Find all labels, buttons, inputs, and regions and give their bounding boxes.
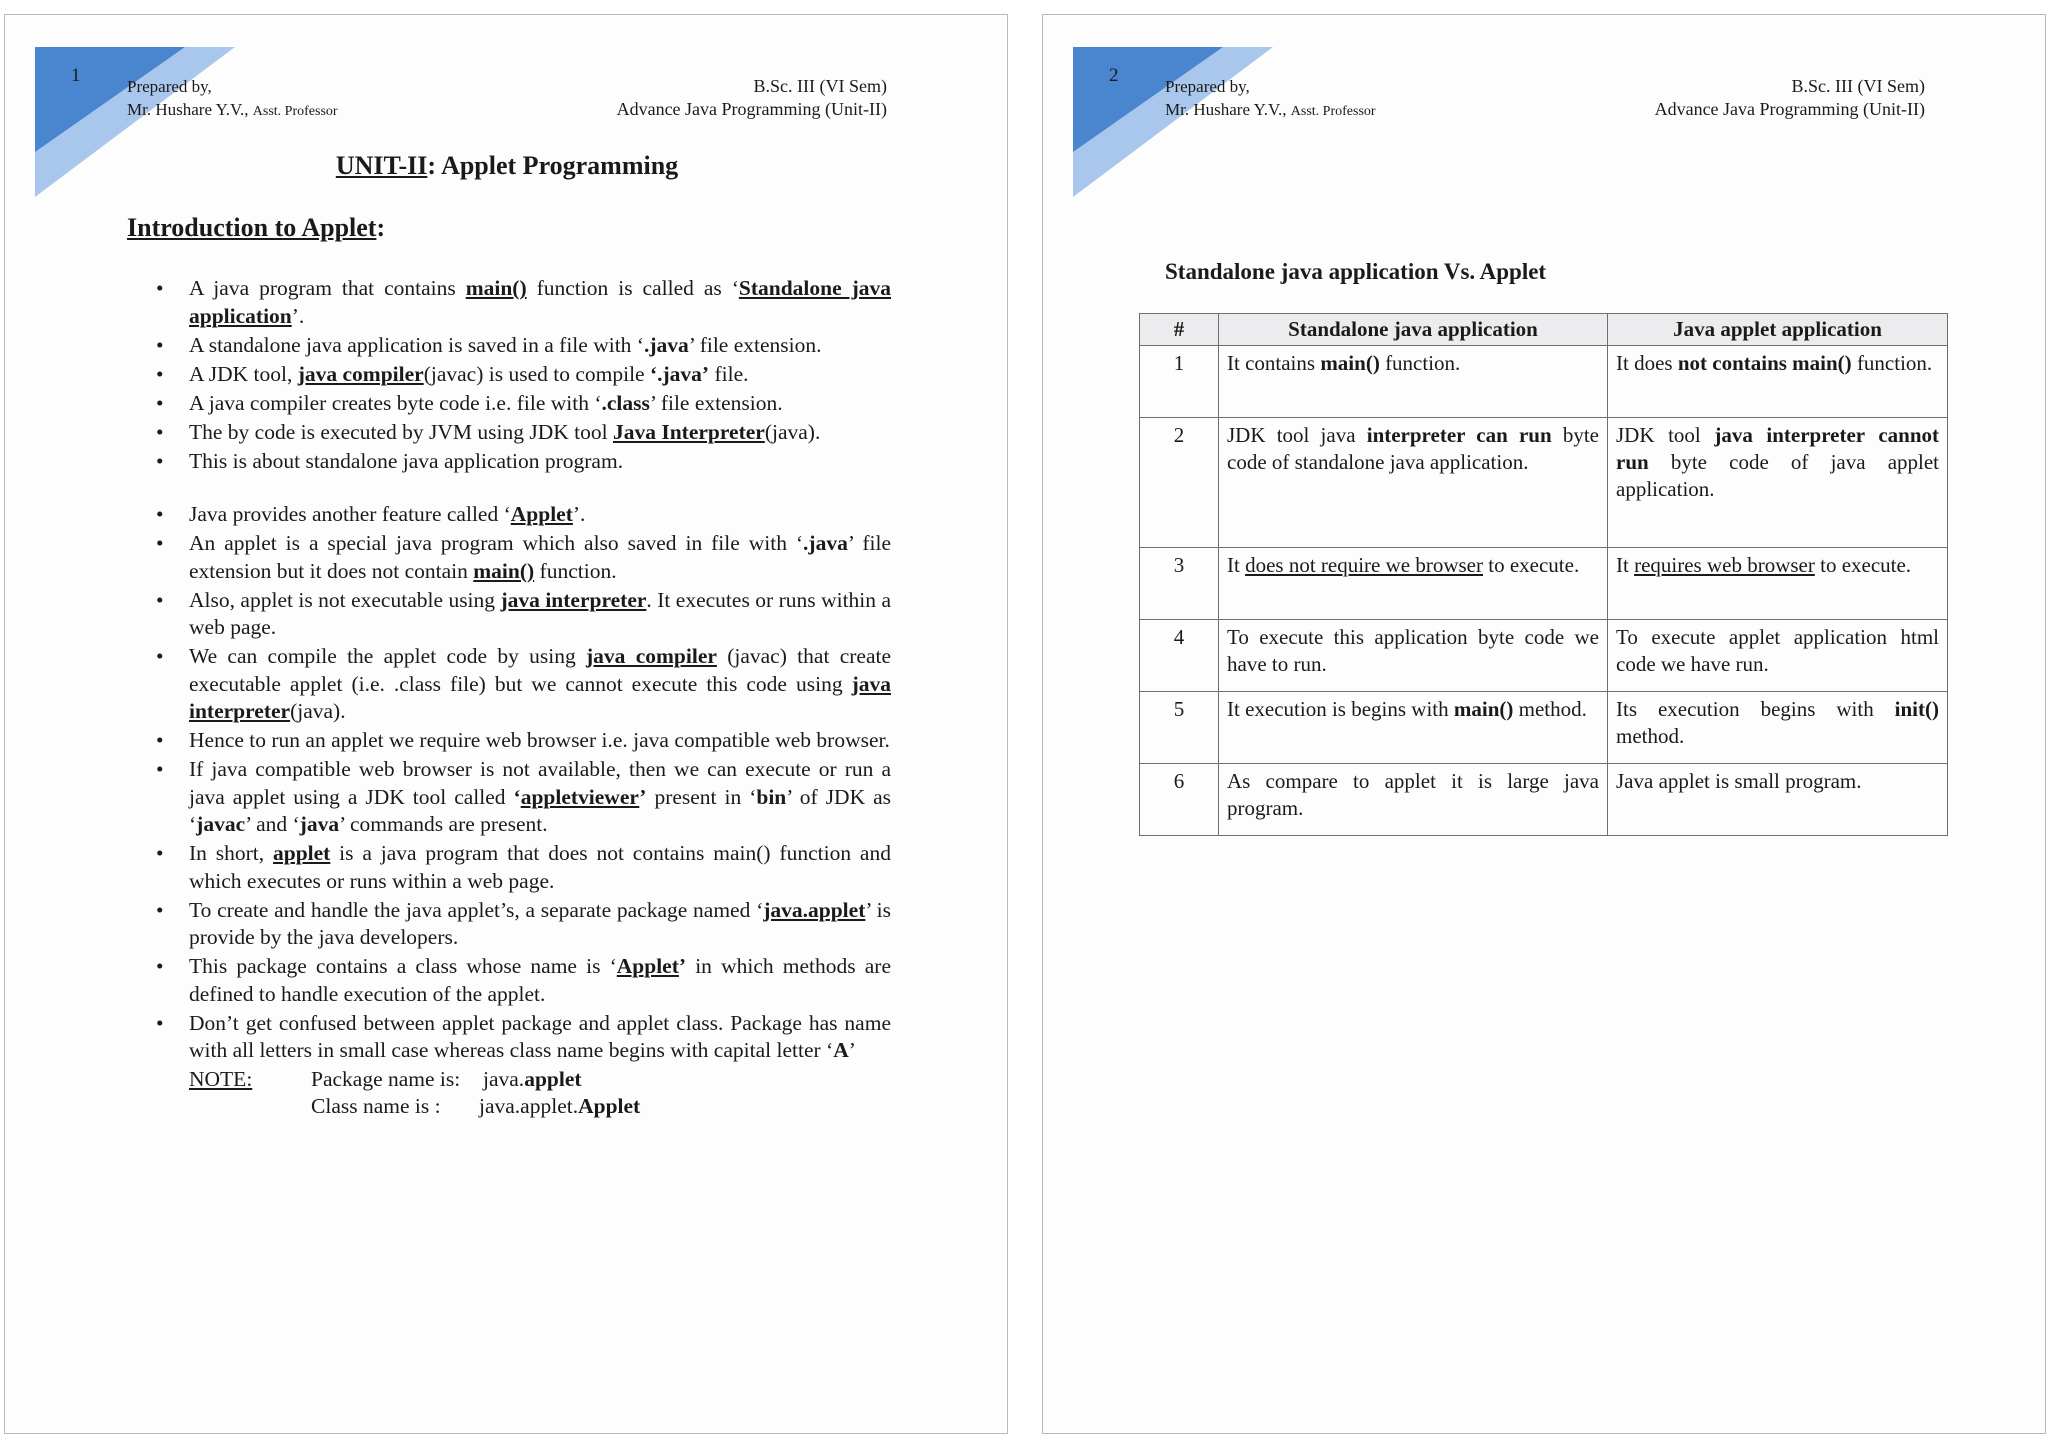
course-label: B.Sc. III (VI Sem) <box>1791 76 1925 96</box>
text-run: main() <box>465 276 527 300</box>
text-run: In short, <box>189 841 273 865</box>
text-run: A java program that contains <box>189 276 466 300</box>
header-right <box>617 75 887 121</box>
text-run: This is about standalone java application program. <box>189 448 624 473</box>
note-package-label: Package name is: <box>311 1067 461 1091</box>
text-run: method. <box>1513 697 1587 721</box>
document-page-1 <box>4 14 1008 1434</box>
note-package-value: java.applet <box>483 1067 582 1091</box>
list-item <box>127 275 891 330</box>
text-run: ’. <box>572 502 586 526</box>
text-run: init() <box>1894 697 1939 721</box>
comparison-title: Standalone java application Vs. Applet <box>1165 259 1547 284</box>
table-row <box>1140 548 1948 620</box>
table-row <box>1140 692 1948 764</box>
text-run: java interpreter <box>189 671 891 723</box>
text-run: ’ <box>848 1038 856 1062</box>
standalone-cell <box>1219 692 1608 764</box>
list-item <box>127 501 891 529</box>
text-run: ’ is provide by the java developers. <box>189 897 891 949</box>
note-label: NOTE: <box>189 1067 253 1091</box>
text-run: An applet is a special java program which also saved in file with ‘ <box>189 531 804 555</box>
text-run: .java <box>643 332 689 357</box>
text-run: A <box>833 1038 849 1062</box>
text-run: not contains main() <box>1677 351 1852 375</box>
text-run: appletviewer <box>520 784 640 809</box>
list-item <box>127 332 891 360</box>
text-run: ‘.java’ <box>649 361 710 386</box>
list-item <box>127 1010 891 1065</box>
text-run: in which methods are defined to handle execution of the applet. <box>189 954 891 1006</box>
applet-cell <box>1608 418 1948 548</box>
text-run: Applet <box>616 954 679 978</box>
list-item <box>127 727 891 755</box>
text-run: ’. <box>291 303 305 328</box>
text-run: ’ of JDK as ‘ <box>189 784 892 836</box>
text-run: main() <box>1320 351 1380 375</box>
list-item <box>127 361 891 389</box>
column-header-applet: Java applet application <box>1608 314 1948 346</box>
text-run: function. <box>1379 351 1461 375</box>
list-item <box>127 756 891 839</box>
table-body <box>1140 346 1948 836</box>
unit-number: UNIT-II <box>335 151 428 180</box>
text-run: interpreter can run <box>1366 423 1552 447</box>
text-run: javac <box>196 812 246 836</box>
text-run: It <box>1227 553 1246 577</box>
text-run: It execution is begins with <box>1227 697 1454 721</box>
note-class-value: java.applet.Applet <box>479 1094 641 1118</box>
comparison-table <box>1139 313 1948 836</box>
subject-label: Advance Java Programming (Unit-II) <box>1654 99 1925 119</box>
text-run: byte code of standalone java application. <box>1227 423 1600 474</box>
text-run: file. <box>709 361 749 386</box>
text-run: byte code of java applet application. <box>1616 450 1939 501</box>
text-run: ’ file extension but it does not contain <box>189 531 891 583</box>
text-run: The by code is executed by JVM using JDK tool <box>189 419 613 444</box>
author-title: Asst. Professor <box>252 104 338 119</box>
row-number: 6 <box>1140 764 1219 836</box>
row-number: 3 <box>1140 548 1219 620</box>
section-title-text: Introduction to Applet <box>127 213 377 242</box>
author-title: Asst. Professor <box>1290 104 1376 119</box>
text-run: To execute this application byte code we have to run. <box>1227 625 1599 676</box>
text-run: JDK tool java <box>1227 423 1367 447</box>
text-run: Standalone java application <box>189 276 892 328</box>
text-run: As compare to applet it is large java program. <box>1227 769 1599 820</box>
text-run: function. <box>1851 351 1933 375</box>
standalone-cell <box>1219 346 1608 418</box>
list-item <box>127 587 891 642</box>
section-title: Introduction to Applet: <box>127 213 386 242</box>
text-run: ’ <box>639 784 647 809</box>
applet-cell <box>1608 548 1948 620</box>
text-run: It contains <box>1227 351 1321 375</box>
text-run: .java <box>803 531 848 555</box>
text-run: We can compile the applet code by using <box>189 644 587 668</box>
text-run: main() <box>473 558 535 583</box>
note-class-label: Class name is : <box>311 1094 441 1118</box>
text-run: It <box>1616 553 1635 577</box>
list-item <box>127 448 891 476</box>
text-run: ’ and ‘ <box>245 812 300 836</box>
author-name: Mr. Hushare Y.V., <box>127 100 253 119</box>
text-run: method. <box>1616 724 1685 748</box>
text-run: Also, applet is not executable using <box>189 587 501 612</box>
standalone-cell <box>1219 548 1608 620</box>
author-line <box>127 98 338 123</box>
text-run: java <box>299 812 340 836</box>
unit-title <box>5 151 1009 181</box>
text-run: To execute applet application html code we have run. <box>1616 625 1939 676</box>
text-run: It does <box>1616 351 1678 375</box>
applet-cell <box>1608 620 1948 692</box>
text-run: Applet <box>510 502 573 526</box>
text-run: A standalone java application is saved in a file with ‘ <box>189 332 644 357</box>
text-run: java.applet <box>763 897 866 922</box>
text-run: Java applet is small program. <box>1616 769 1862 793</box>
list-item <box>127 390 891 418</box>
list-item <box>127 897 891 952</box>
text-run: is a java program that does not contains main() function and which executes or runs within a web page. <box>189 841 891 893</box>
header-left <box>127 75 338 123</box>
text-run: to execute. <box>1814 553 1912 577</box>
table-row <box>1140 346 1948 418</box>
text-run: (java). <box>290 699 346 723</box>
list-item <box>127 840 891 895</box>
author-line <box>1165 98 1376 123</box>
subject-label: Advance Java Programming (Unit-II) <box>616 99 887 119</box>
page-number: 2 <box>1109 65 1119 86</box>
text-run: Don’t get confused between applet package and applet class. Package has name with all letters in small case whereas class name begins with capital letter ‘ <box>189 1010 891 1062</box>
text-run: does not require we browser <box>1245 553 1483 577</box>
prepared-by: Prepared by, <box>1165 77 1250 96</box>
text-run: function. <box>534 558 617 583</box>
bullet-list <box>127 275 891 1120</box>
text-run: java interpreter cannot run <box>1616 423 1939 474</box>
text-run: to execute. <box>1483 553 1580 577</box>
standalone-cell <box>1219 620 1608 692</box>
author-name: Mr. Hushare Y.V., <box>1165 100 1291 119</box>
text-run: java compiler <box>297 361 424 386</box>
text-run: (javac) that create executable applet (i.e. .class file) but we cannot execute this code using <box>189 644 892 696</box>
text-run: A java compiler creates byte code i.e. file with ‘ <box>189 390 602 415</box>
row-number: 2 <box>1140 418 1219 548</box>
table-row <box>1140 764 1948 836</box>
text-run: Java Interpreter <box>612 419 765 444</box>
document-page-2 <box>1042 14 2046 1434</box>
text-run: ’ file extension. <box>649 390 783 415</box>
text-run: java compiler <box>586 644 717 668</box>
applet-cell <box>1608 692 1948 764</box>
row-number: 5 <box>1140 692 1219 764</box>
text-run: java interpreter <box>500 587 647 612</box>
table-header-row <box>1140 314 1948 346</box>
row-number: 1 <box>1140 346 1219 418</box>
text-run: main() <box>1453 697 1514 721</box>
note-line-class <box>127 1093 891 1120</box>
row-number: 4 <box>1140 620 1219 692</box>
column-header-standalone: Standalone java application <box>1219 314 1608 346</box>
text-run: Its execution begins with <box>1616 697 1895 721</box>
unit-name: : Applet Programming <box>427 151 679 180</box>
standalone-cell <box>1219 418 1608 548</box>
column-header-number: # <box>1140 314 1219 346</box>
list-item <box>127 419 891 447</box>
text-run: JDK tool <box>1616 423 1715 447</box>
text-run: Java provides another feature called ‘ <box>189 502 511 526</box>
header-right <box>1655 75 1925 121</box>
text-run: To create and handle the java applet’s, a separate package named ‘ <box>189 897 764 922</box>
text-run: function is called as ‘ <box>526 276 739 300</box>
text-run: A JDK tool, <box>189 361 298 386</box>
table-row <box>1140 620 1948 692</box>
text-run: ’ commands are present. <box>339 812 548 836</box>
text-run: (javac) is used to compile <box>423 361 650 386</box>
text-run: bin <box>756 784 787 809</box>
text-run: ’ <box>678 954 687 978</box>
text-run: .class <box>601 390 650 415</box>
text-run: ’ file extension. <box>688 332 822 357</box>
prepared-by: Prepared by, <box>127 77 212 96</box>
text-run: If java compatible web browser is not available, then we can execute or run a java applet using a JDK tool called <box>189 757 891 809</box>
text-run: present in ‘ <box>646 784 757 809</box>
applet-cell <box>1608 346 1948 418</box>
text-run: Hence to run an applet we require web browser i.e. java compatible web browser. <box>189 728 890 752</box>
table-row <box>1140 418 1948 548</box>
text-run: . It executes or runs within a web page. <box>189 587 891 639</box>
header-left <box>1165 75 1376 123</box>
list-item <box>127 953 891 1008</box>
list-item <box>127 643 891 726</box>
page-number: 1 <box>71 65 81 86</box>
text-run: ‘ <box>513 784 521 809</box>
text-run: This package contains a class whose name is ‘ <box>189 954 617 978</box>
standalone-cell <box>1219 764 1608 836</box>
applet-cell <box>1608 764 1948 836</box>
text-run: requires web browser <box>1634 553 1815 577</box>
course-label: B.Sc. III (VI Sem) <box>753 76 887 96</box>
text-run: applet <box>272 841 331 865</box>
text-run: (java). <box>764 419 821 444</box>
note-line-package <box>127 1066 891 1093</box>
list-item <box>127 530 891 585</box>
